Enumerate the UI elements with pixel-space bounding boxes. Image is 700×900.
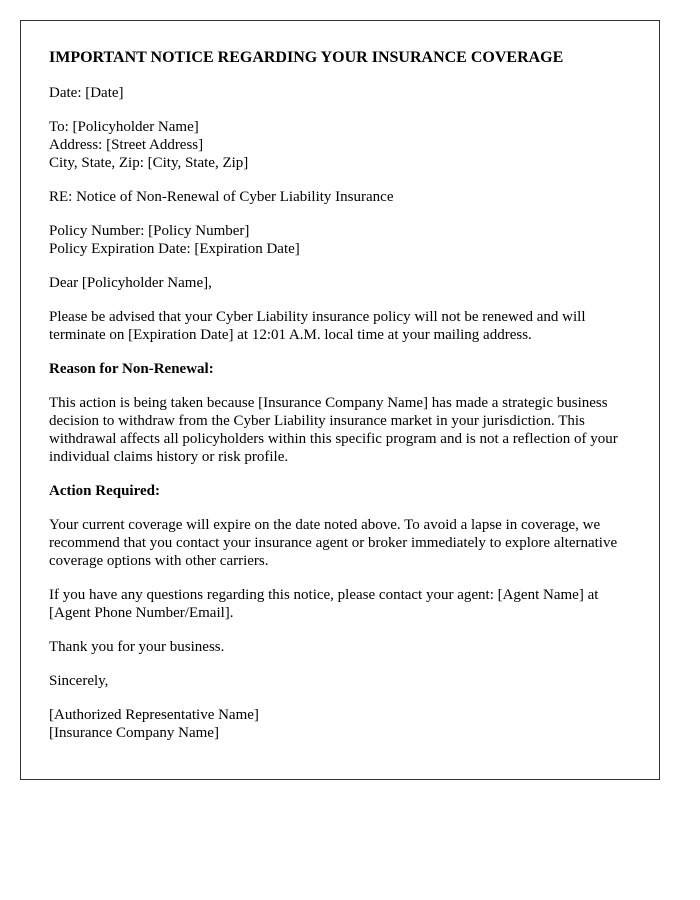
reason-heading: Reason for Non-Renewal: bbox=[49, 361, 214, 377]
reason-paragraph: This action is being taken because [Insurance Company Name] has made a strategic business decision to withdraw from the Cyber Liability insurance market in your jurisdiction. This withdrawal affects all policyholders within this specific program and is not a reflection of your individual claims history or risk profile. bbox=[49, 395, 618, 465]
letter-title: IMPORTANT NOTICE REGARDING YOUR INSURANCE COVERAGE bbox=[49, 49, 564, 66]
date-line: Date: [Date] bbox=[49, 85, 124, 101]
signature-representative: [Authorized Representative Name] bbox=[49, 707, 259, 723]
recipient-to: To: [Policyholder Name] bbox=[49, 119, 199, 135]
policy-block bbox=[49, 222, 631, 258]
questions-paragraph: If you have any questions regarding this notice, please contact your agent: [Agent Name] at [Agent Phone Number/Email]. bbox=[49, 587, 599, 621]
signature-block bbox=[49, 706, 631, 742]
letter-page bbox=[20, 20, 660, 780]
salutation: Dear [Policyholder Name], bbox=[49, 275, 212, 291]
re-line: RE: Notice of Non-Renewal of Cyber Liability Insurance bbox=[49, 189, 394, 205]
thanks-line: Thank you for your business. bbox=[49, 639, 225, 655]
recipient-address: Address: [Street Address] bbox=[49, 137, 204, 153]
policy-expiration: Policy Expiration Date: [Expiration Date] bbox=[49, 241, 300, 257]
intro-paragraph: Please be advised that your Cyber Liability insurance policy will not be renewed and will terminate on [Expiration Date] at 12:01 A.M. local time at your mailing address. bbox=[49, 309, 586, 343]
closing-line: Sincerely, bbox=[49, 673, 109, 689]
recipient-city: City, State, Zip: [City, State, Zip] bbox=[49, 155, 249, 171]
recipient-block bbox=[49, 118, 631, 172]
signature-company: [Insurance Company Name] bbox=[49, 725, 219, 741]
action-heading: Action Required: bbox=[49, 483, 160, 499]
action-paragraph: Your current coverage will expire on the date noted above. To avoid a lapse in coverage, we recommend that you contact your insurance agent or broker immediately to explore alternative coverage options with other carriers. bbox=[49, 517, 618, 569]
policy-number: Policy Number: [Policy Number] bbox=[49, 223, 250, 239]
